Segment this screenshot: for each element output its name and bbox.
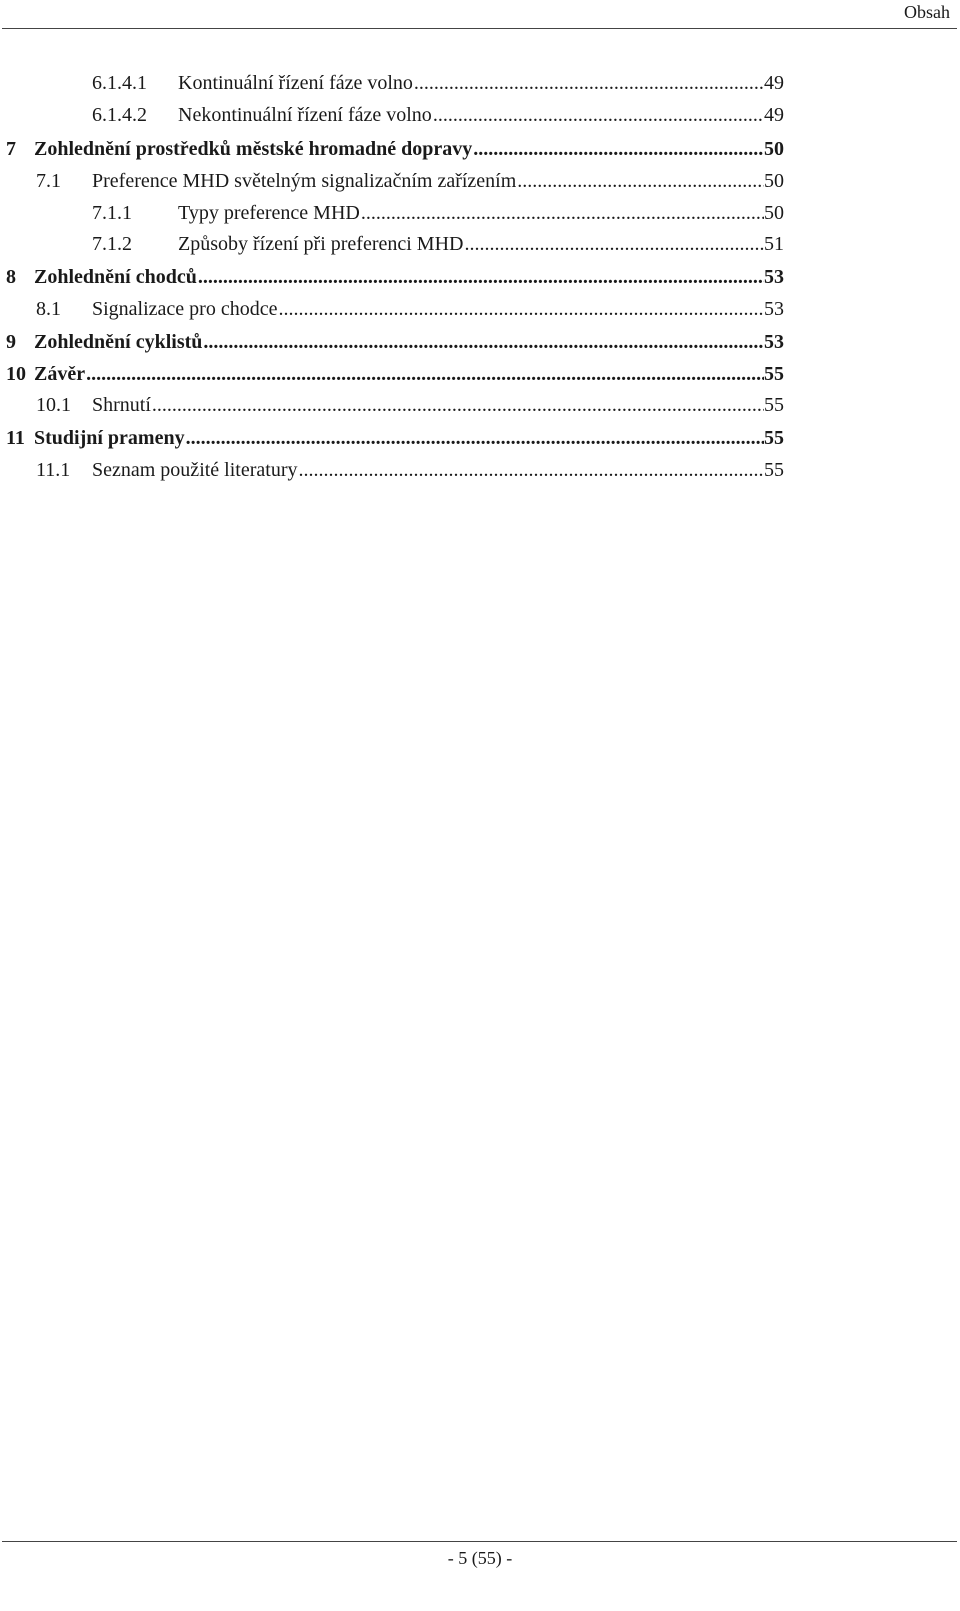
toc-entry-number: 7.1.2 [92, 233, 132, 255]
toc-entry-page: 50 [764, 138, 784, 160]
footer-rule [2, 1541, 957, 1542]
toc-entry-title: Kontinuální řízení fáze volno [178, 72, 413, 94]
toc-entry-page: 55 [764, 363, 784, 385]
toc-leader-dots [414, 68, 764, 98]
toc-entry-title: Typy preference MHD [178, 202, 360, 224]
footer-page-number: - 5 (55) - [447, 1548, 513, 1568]
toc-entry-number: 9 [6, 331, 16, 353]
toc-leader-dots [517, 166, 764, 196]
toc-entry[interactable] [36, 294, 784, 324]
toc-leader-dots [186, 423, 764, 453]
toc-entry-title: Studijní prameny [34, 427, 185, 449]
toc-entry[interactable] [92, 198, 784, 228]
toc-entry[interactable] [6, 327, 784, 357]
toc-entry-title: Nekontinuální řízení fáze volno [178, 104, 432, 126]
toc-entry-number: 6.1.4.1 [92, 72, 147, 94]
toc-entry[interactable] [36, 166, 784, 196]
toc-entry-page: 51 [764, 233, 784, 255]
toc-leader-dots [464, 229, 764, 259]
toc-entry-title: Zohlednění prostředků městské hromadné dopravy [34, 138, 473, 160]
toc-entry-title: Závěr [34, 363, 86, 385]
toc-leader-dots [198, 262, 764, 292]
toc-entry-page: 55 [764, 394, 784, 416]
toc-leader-dots [361, 198, 764, 228]
toc-entry-page: 53 [764, 266, 784, 288]
toc-leader-dots [203, 327, 764, 357]
toc-entry-title: Preference MHD světelným signalizačním zařízením [92, 170, 517, 192]
toc-leader-dots [473, 134, 764, 164]
toc-entry-number: 10.1 [36, 394, 71, 416]
toc-entry[interactable] [92, 229, 784, 259]
toc-entry-title: Signalizace pro chodce [92, 298, 278, 320]
toc-entry[interactable] [6, 262, 784, 292]
toc-entry-number: 11 [6, 427, 25, 449]
toc-entry-number: 10 [6, 363, 26, 385]
toc-entry-page: 55 [764, 427, 784, 449]
toc-entry[interactable] [92, 68, 784, 98]
toc-leader-dots [278, 294, 764, 324]
toc-entry-page: 53 [764, 298, 784, 320]
toc-entry-title: Zohlednění cyklistů [34, 331, 203, 353]
toc-entry-number: 8 [6, 266, 16, 288]
toc-entry-number: 7.1.1 [92, 202, 132, 224]
toc-entry-number: 7.1 [36, 170, 61, 192]
toc-entry-title: Shrnutí [92, 394, 151, 416]
toc-entry-page: 49 [764, 104, 784, 126]
toc-entry[interactable] [6, 359, 784, 389]
toc-entry-number: 7 [6, 138, 16, 160]
toc-entry-page: 50 [764, 170, 784, 192]
toc-entry-title: Seznam použité literatury [92, 459, 298, 481]
header-rule [2, 28, 957, 29]
running-header-title: Obsah [904, 2, 950, 22]
toc-entry-number: 8.1 [36, 298, 61, 320]
toc-leader-dots [298, 455, 764, 485]
toc-entry-number: 6.1.4.2 [92, 104, 147, 126]
toc-entry[interactable] [36, 390, 784, 420]
toc-entry-page: 50 [764, 202, 784, 224]
toc-entry-title: Zohlednění chodců [34, 266, 197, 288]
toc-entry-page: 49 [764, 72, 784, 94]
toc-leader-dots [433, 100, 764, 130]
toc-leader-dots [86, 359, 764, 389]
toc-entry[interactable] [6, 423, 784, 453]
toc-entry[interactable] [92, 100, 784, 130]
toc-entry-page: 53 [764, 331, 784, 353]
toc-entry[interactable] [36, 455, 784, 485]
toc-leader-dots [152, 390, 764, 420]
toc-entry[interactable] [6, 134, 784, 164]
toc-entry-page: 55 [764, 459, 784, 481]
toc-entry-number: 11.1 [36, 459, 71, 481]
toc-entry-title: Způsoby řízení při preferenci MHD [178, 233, 464, 255]
